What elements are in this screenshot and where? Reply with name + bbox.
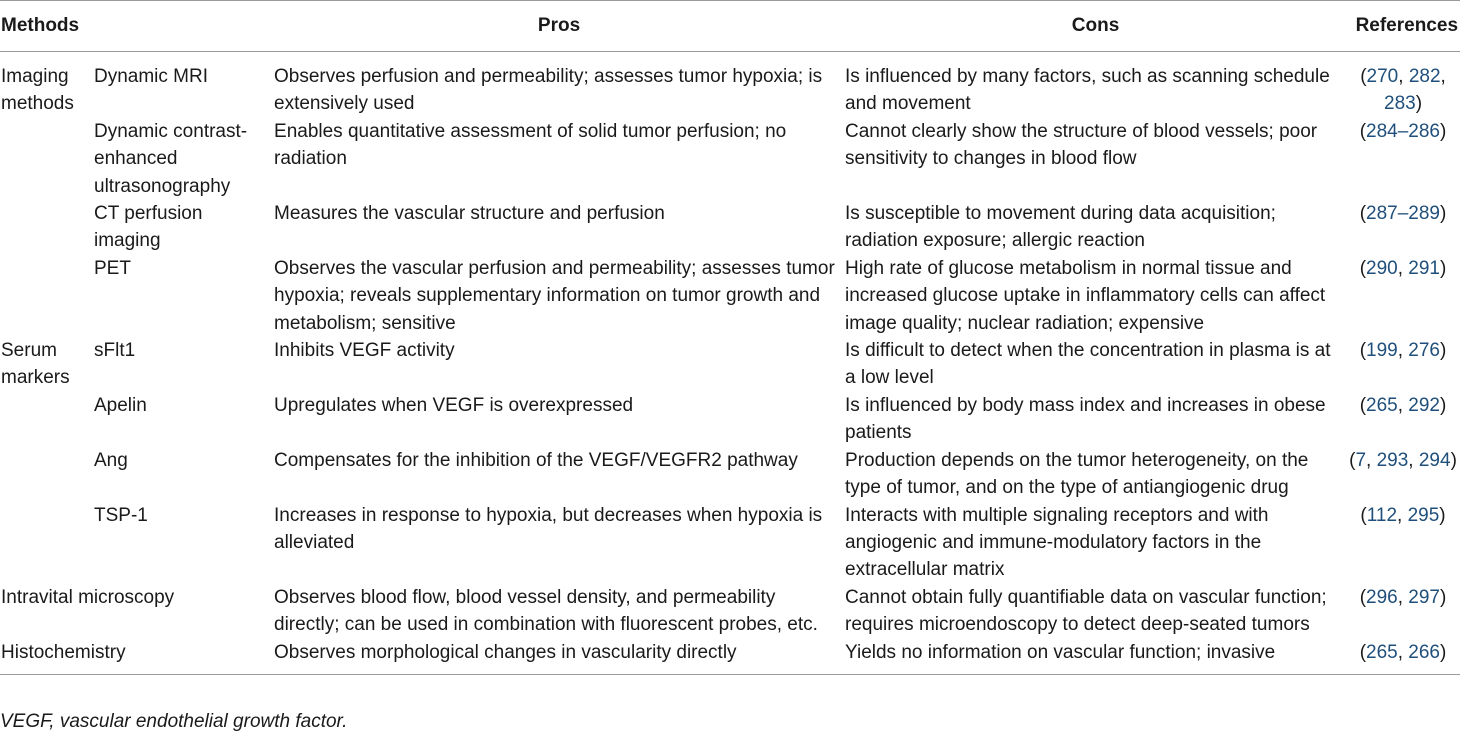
reference-link[interactable]: 291 <box>1408 257 1440 279</box>
method-cell: Dynamic MRI <box>94 66 209 87</box>
reference-link[interactable]: 282 <box>1408 66 1441 87</box>
references-cell <box>1346 584 1460 639</box>
reference-punctuation: ( <box>1360 504 1367 526</box>
references-cell <box>1346 255 1460 337</box>
reference-punctuation: , <box>1408 449 1419 471</box>
reference-punctuation: ) <box>1440 586 1447 608</box>
reference-punctuation: , <box>1397 641 1409 663</box>
pros-cell: Upregulates when VEGF is overexpressed <box>274 394 634 416</box>
reference-punctuation: ) <box>1440 257 1447 279</box>
references-cell <box>1346 639 1460 675</box>
reference-punctuation: , <box>1397 257 1409 279</box>
reference-punctuation: , <box>1440 66 1446 87</box>
pros-cell: Enables quantitative assessment of solid tumor perfusion; no radiation <box>274 120 787 170</box>
reference-punctuation: , <box>1397 340 1409 362</box>
reference-punctuation: ( <box>1359 340 1367 362</box>
reference-link[interactable]: 266 <box>1408 641 1440 663</box>
reference-punctuation: , <box>1397 586 1409 608</box>
reference-link[interactable]: 112 <box>1366 504 1398 526</box>
method-cell: PET <box>94 257 131 279</box>
references-cell <box>1346 502 1460 584</box>
reference-punctuation: ( <box>1360 66 1367 87</box>
header-row <box>0 1 1460 52</box>
reference-punctuation: ) <box>1440 340 1447 362</box>
reference-punctuation: , <box>1366 449 1377 471</box>
references-cell <box>1346 118 1460 200</box>
reference-punctuation: ) <box>1440 203 1447 225</box>
cons-cell: Cannot obtain fully quantifiable data on vascular function; requires microendoscopy to detect deep-seated tumors <box>845 586 1327 636</box>
reference-punctuation: , <box>1397 504 1408 526</box>
reference-link[interactable]: 283 <box>1384 93 1416 115</box>
reference-link[interactable]: 276 <box>1408 340 1440 362</box>
reference-punctuation: ( <box>1359 257 1367 279</box>
table-row <box>0 52 1460 118</box>
table-row <box>0 337 1460 392</box>
header-methods: Methods <box>0 1 273 52</box>
reference-link[interactable]: 270 <box>1366 66 1399 87</box>
reference-link[interactable]: 265 <box>1366 641 1398 663</box>
group-serum-markers: Serum markers <box>1 340 70 389</box>
cons-cell: Is influenced by body mass index and increases in obese patients <box>845 394 1326 444</box>
reference-link[interactable]: 293 <box>1376 449 1409 471</box>
cons-cell: Interacts with multiple signaling receptors and with angiogenic and immune-modulatory factors in the extracellular matrix <box>845 504 1269 581</box>
cons-cell: Production depends on the tumor heterogeneity, on the type of tumor, and on the type of antiangiogenic drug <box>845 449 1309 499</box>
table-row <box>0 392 1460 447</box>
cons-cell: Cannot clearly show the structure of blood vessels; poor sensitivity to changes in blood flow <box>845 120 1318 170</box>
table-row <box>0 639 1460 675</box>
pros-cell: Observes morphological changes in vascularity directly <box>273 639 844 675</box>
reference-punctuation: , <box>1398 66 1409 87</box>
reference-punctuation: ( <box>1359 394 1367 416</box>
reference-punctuation: ( <box>1359 586 1367 608</box>
reference-link[interactable]: 290 <box>1366 257 1398 279</box>
reference-punctuation: ) <box>1440 394 1447 416</box>
references-cell <box>1346 337 1460 392</box>
method-cell: Apelin <box>94 394 147 416</box>
table-row <box>0 118 1460 200</box>
reference-link[interactable]: 284–286 <box>1366 120 1440 142</box>
pros-cell: Observes blood flow, blood vessel density, and permeability directly; can be used in combination with fluorescent probes, etc. <box>274 586 818 636</box>
reference-link[interactable]: 287–289 <box>1366 203 1440 225</box>
reference-punctuation: ( <box>1359 120 1367 142</box>
cons-cell: Is susceptible to movement during data acquisition; radiation exposure; allergic reaction <box>845 203 1276 252</box>
reference-punctuation: ( <box>1359 641 1367 663</box>
cons-cell: Is difficult to detect when the concentration in plasma is at a low level <box>845 340 1331 389</box>
method-cell: Ang <box>94 449 128 471</box>
header-references: References <box>1346 1 1460 52</box>
reference-link[interactable]: 265 <box>1366 394 1398 416</box>
group-imaging-methods: Imaging methods <box>1 66 74 115</box>
method-cell: sFlt1 <box>94 340 136 362</box>
method-cell: Intravital microscopy <box>1 586 175 608</box>
pros-cell: Compensates for the inhibition of the VEGF/VEGFR2 pathway <box>274 449 798 471</box>
table-row <box>0 200 1460 255</box>
references-cell <box>1346 392 1460 447</box>
table-row <box>0 502 1460 584</box>
method-cell: CT perfusion imaging <box>94 203 203 252</box>
method-cell: Histochemistry <box>0 639 273 675</box>
reference-punctuation: ) <box>1440 641 1447 663</box>
table-row <box>0 584 1460 639</box>
reference-link[interactable]: 296 <box>1366 586 1398 608</box>
cons-cell: High rate of glucose metabolism in normal tissue and increased glucose uptake in inflammatory cells can affect image quality; nuclear radiation; expensive <box>845 257 1326 334</box>
cons-cell: Is influenced by many factors, such as scanning schedule and movement <box>845 66 1330 115</box>
references-cell <box>1346 52 1460 118</box>
pros-cell: Inhibits VEGF activity <box>274 340 455 362</box>
pros-cell: Observes perfusion and permeability; assesses tumor hypoxia; is extensively used <box>274 66 823 115</box>
method-cell: Dynamic contrast-enhanced ultrasonography <box>94 120 248 197</box>
pros-cell: Increases in response to hypoxia, but decreases when hypoxia is alleviated <box>274 504 823 553</box>
reference-punctuation: ) <box>1439 504 1446 526</box>
header-cons: Cons <box>844 1 1346 52</box>
reference-link[interactable]: 292 <box>1408 394 1440 416</box>
pros-cell: Measures the vascular structure and perfusion <box>274 203 665 225</box>
table-footnote: VEGF, vascular endothelial growth factor. <box>0 711 348 732</box>
reference-punctuation: , <box>1397 394 1409 416</box>
table-row <box>0 447 1460 502</box>
reference-punctuation: ) <box>1440 120 1447 142</box>
cons-cell: Yields no information on vascular function; invasive <box>844 639 1346 675</box>
references-cell <box>1346 200 1460 255</box>
reference-link[interactable]: 295 <box>1407 504 1440 526</box>
reference-link[interactable]: 7 <box>1355 449 1367 471</box>
reference-link[interactable]: 294 <box>1418 449 1451 471</box>
reference-punctuation: ( <box>1359 203 1367 225</box>
table-row <box>0 255 1460 337</box>
header-pros: Pros <box>273 1 844 52</box>
method-cell: TSP-1 <box>94 504 148 526</box>
references-cell <box>1346 447 1460 502</box>
reference-punctuation: ( <box>1349 449 1356 471</box>
reference-punctuation: ) <box>1415 93 1423 115</box>
reference-link[interactable]: 297 <box>1408 586 1440 608</box>
reference-link[interactable]: 199 <box>1366 340 1398 362</box>
reference-punctuation: ) <box>1450 449 1457 471</box>
pros-cell: Observes the vascular perfusion and permeability; assesses tumor hypoxia; reveals supplementary information on tumor growth and metabolism; sensitive <box>274 257 835 334</box>
